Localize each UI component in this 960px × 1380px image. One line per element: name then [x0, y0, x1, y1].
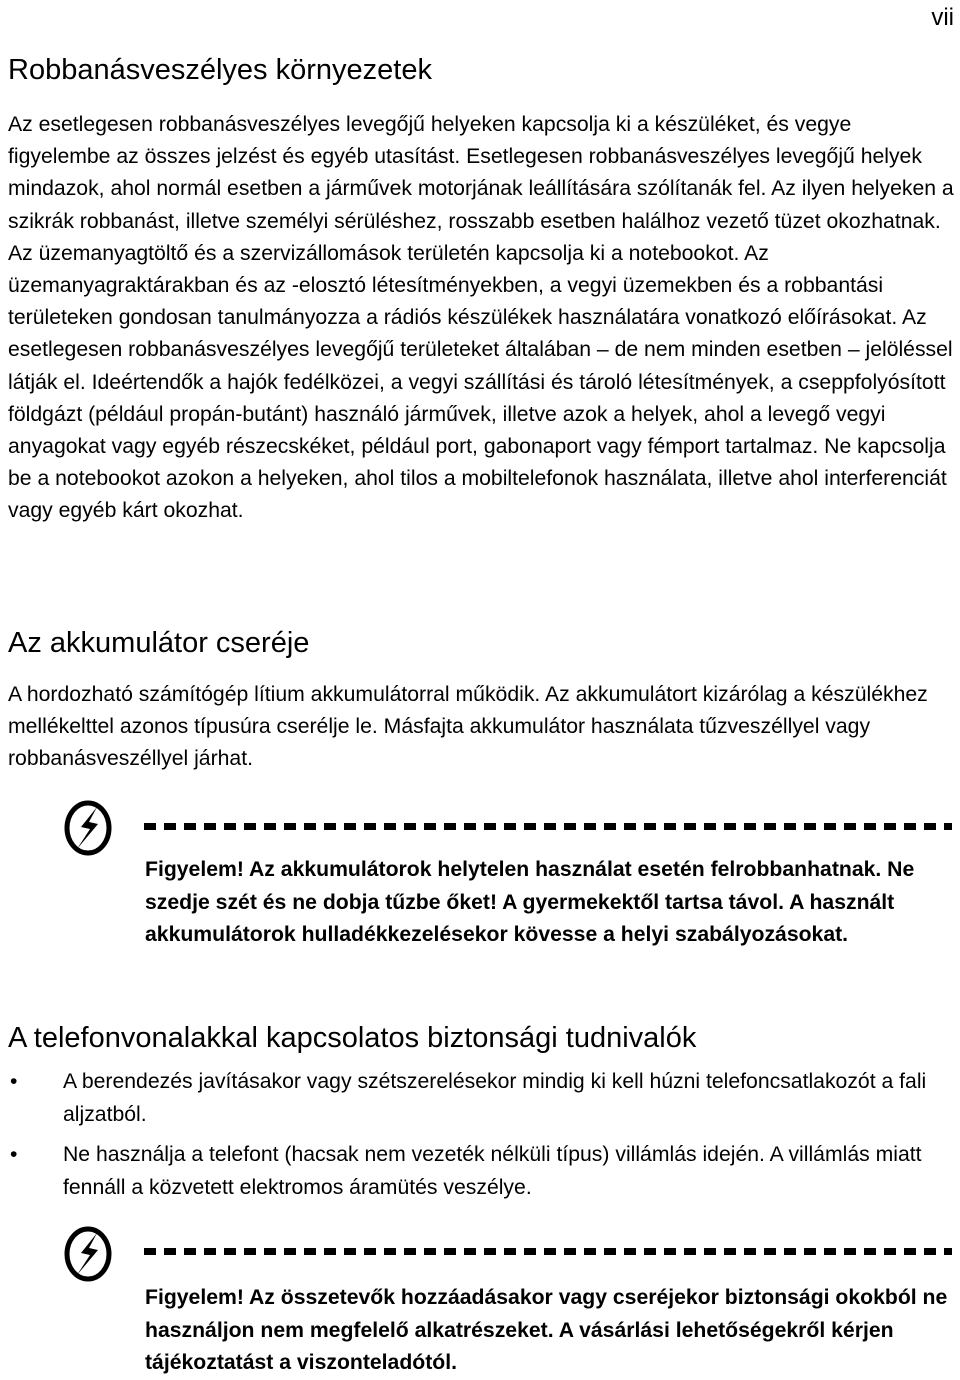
- page-number: vii: [931, 4, 954, 31]
- lightning-warning-icon: [64, 800, 112, 856]
- explosive-body: Az esetlegesen robbanásveszélyes levegőjű helyeken kapcsolja ki a készüléket, és vegye figyelembe az összes jelzést és egyéb utasítást. Esetlegesen robbanásveszélyes levegőjű helyek mindazok, ahol normál esetben a járművek motorjának leállítására szólítanák fel. Az ilyen helyeken a szikrák robbanást, illetve személyi sérüléshez, rosszabb esetben halálhoz vezető tüzet okozhatnak. Az üzemanyagtöltő és a szervizállomások területén kapcsolja ki a notebookot. Az üzemanyagraktárakban és az -elosztó létesítményekben, a vegyi üzemekben és a robbantási területeken gondosan tanulmányozza a rádiós készülékek használatára vonatkozó előírásokat. Az esetlegesen robbanásveszélyes levegőjű területeket általában – de nem minden esetben – jelöléssel látják el. Ideértendők a hajók fedélközei, a vegyi szállítási és tároló létesítmények, a cseppfolyósított földgázt (például propán-butánt) használó járművek, illetve azok a helyek, ahol a levegő vegyi anyagokat vagy egyéb részecskéket, például port, gabonaport vagy fémport tartalmaz. Ne kapcsolja be a notebookot azokon a helyeken, ahol tilos a mobiltelefonok használata, illetve ahol interferenciát vagy egyéb kárt okozhat.: [8, 113, 954, 523]
- phone-bullet-list: [8, 1066, 956, 1212]
- bullet-text: A berendezés javításakor vagy szétszerelésekor mindig ki kell húzni telefoncsatlakozót a fali aljzatból.: [63, 1070, 927, 1126]
- section-title-phone: A telefonvonalakkal kapcsolatos biztonsági tudnivalók: [8, 1022, 697, 1054]
- warning-divider: [144, 823, 952, 830]
- phone-warning: Figyelem! Az összetevők hozzáadásakor vagy cseréjekor biztonsági okokból ne használjon nem megfelelő alkatrészeket. A vásárlási lehetőségekről kérjen tájékoztatást a viszonteladótól.: [145, 1286, 948, 1374]
- list-item: [8, 1139, 956, 1204]
- battery-warning: Figyelem! Az akkumulátorok helytelen használat esetén felrobbanhatnak. Ne szedje szét és ne dobja tűzbe őket! A gyermekektől tartsa távol. A használt akkumulátorok hulladékkezelésekor kövesse a helyi szabályozásokat.: [145, 858, 915, 946]
- section-title-battery: Az akkumulátor cseréje: [8, 627, 310, 659]
- bullet-icon: •: [10, 1143, 18, 1166]
- battery-body: A hordozható számítógép lítium akkumulátorral működik. Az akkumulátort kizárólag a készülékhez mellékelttel azonos típusúra cserélje le. Másfajta akkumulátor használata tűzveszéllyel vagy robbanásveszéllyel járhat.: [8, 683, 928, 771]
- warning-divider: [144, 1248, 952, 1255]
- bullet-icon: •: [10, 1070, 18, 1093]
- bullet-text: Ne használja a telefont (hacsak nem vezeték nélküli típus) villámlás idején. A villámlás miatt fennáll a közvetett elektromos áramütés veszélye.: [63, 1143, 922, 1199]
- section-title-explosive: Robbanásveszélyes környezetek: [8, 54, 432, 86]
- list-item: [8, 1066, 956, 1131]
- lightning-warning-icon: [64, 1226, 112, 1282]
